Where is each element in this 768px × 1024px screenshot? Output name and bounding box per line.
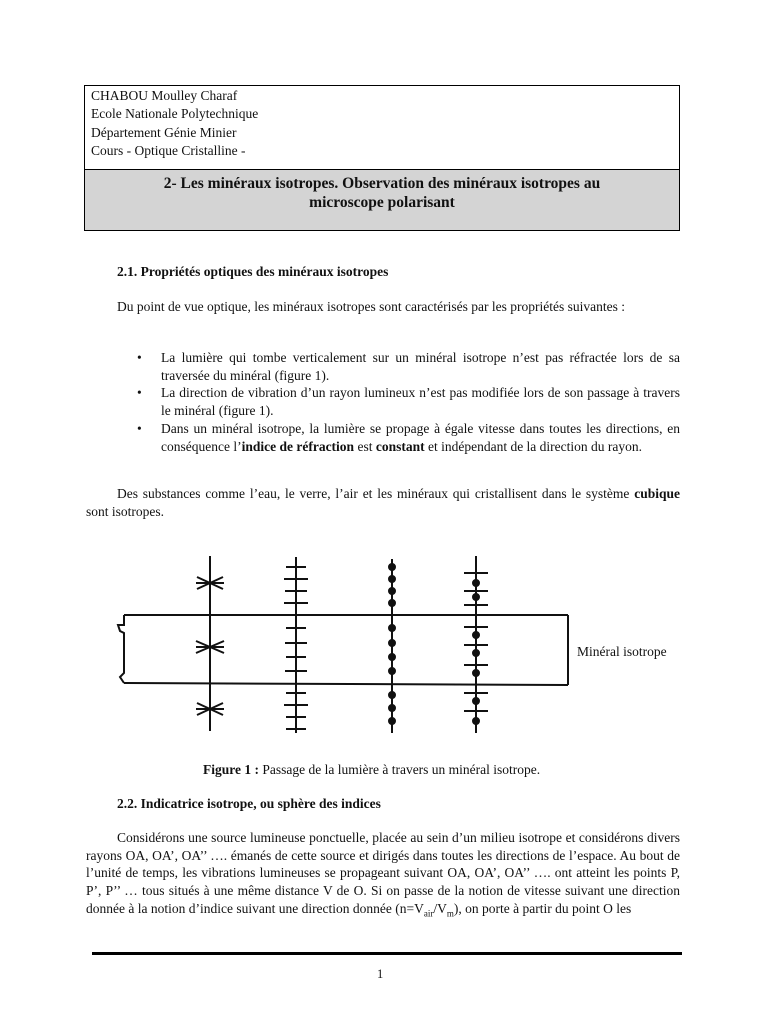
ray-horizontal-vibration-icon (284, 557, 308, 733)
footer-rule (92, 952, 682, 955)
bold-term: indice de réfraction (241, 438, 355, 454)
properties-list (161, 349, 680, 455)
caption-text: Passage de la lumière à travers un minéral isotrope. (259, 762, 541, 777)
list-item (161, 384, 680, 419)
header-info (91, 87, 258, 160)
author-name: CHABOU Moulley Charaf (91, 88, 238, 103)
list-item-text: est (354, 438, 376, 454)
page-title (105, 174, 659, 212)
bold-term: constant (375, 438, 425, 454)
department-name: Département Génie Minier (91, 124, 237, 140)
section-heading-2-1: 2.1. Propriétés optiques des minéraux isotropes (117, 264, 389, 279)
substances-text: Des substances comme l’eau, le verre, l’air et les minéraux qui cristallisent dans le système (117, 486, 635, 501)
indicatrice-text: /V (433, 900, 447, 916)
bold-term: cubique (634, 486, 680, 501)
substances-paragraph (86, 485, 680, 520)
page-number: 1 (377, 967, 384, 981)
figure-1-diagram (110, 553, 580, 743)
list-item-text: La direction de vibration d’un rayon lumineux n’est pas modifiée lors de son passage à travers le minéral (figure 1). (161, 385, 680, 419)
caption-label: Figure 1 : (203, 762, 259, 777)
list-item-text: La lumière qui tombe verticalement sur un minéral isotrope n’est pas réfractée lors de sa traversée du minéral (figure 1). (161, 350, 680, 383)
indicatrice-text: Considérons une source lumineuse ponctuelle, placée au sein d’un milieu isotrope et considérons divers rayons OA, OA’, OA’’ …. émanés de cette source et dirigés dans toutes les directions de l’espace. Au bout de l’unité de temps, les vibrations lumineuses se propageant suivant OA, OA’, OA’’ …. ont atteint les points P, P’, P’’ … tous situés à une même distance V de O. Si on passe de la notion de vitesse suivant une direction donnée à la notion d’indice suivant une direction donnée (n=V (86, 830, 680, 916)
section-heading-2-2: 2.2. Indicatrice isotrope, ou sphère des indices (117, 796, 381, 811)
subscript-air: air (423, 908, 434, 919)
list-item-text: et indépendant de la direction du rayon. (424, 438, 643, 454)
page-title-line1: 2- Les minéraux isotropes. Observation des minéraux isotropes au (163, 175, 601, 192)
title-band (85, 169, 679, 230)
substances-text: sont isotropes. (86, 503, 165, 519)
mineral-slab (118, 615, 568, 685)
intro-text: Du point de vue optique, les minéraux isotropes sont caractérisés par les propriétés suivantes : (117, 299, 625, 314)
header-box (84, 85, 680, 231)
intro-paragraph (86, 298, 680, 316)
ray-perpendicular-vibration-icon (389, 559, 395, 733)
list-item-text: Dans un minéral isotrope, la lumière se propage à égale vitesse dans toutes les directions, en conséquence l’ (161, 420, 680, 454)
list-item (161, 349, 680, 384)
indicatrice-paragraph (86, 829, 680, 923)
school-name: Ecole Nationale Polytechnique (91, 106, 259, 122)
course-name: Cours - Optique Cristalline - (91, 142, 246, 158)
figure-caption (203, 762, 540, 778)
figure-label: Minéral isotrope (577, 644, 667, 659)
page-title-line2: microscope polarisant (309, 194, 455, 211)
ray-mixed-vibration-icon (464, 556, 488, 733)
ray-unpolarized-icon (196, 556, 224, 731)
indicatrice-text: ), on porte à partir du point O les (453, 900, 632, 916)
list-item (161, 420, 680, 455)
subscript-m: m (446, 908, 454, 919)
